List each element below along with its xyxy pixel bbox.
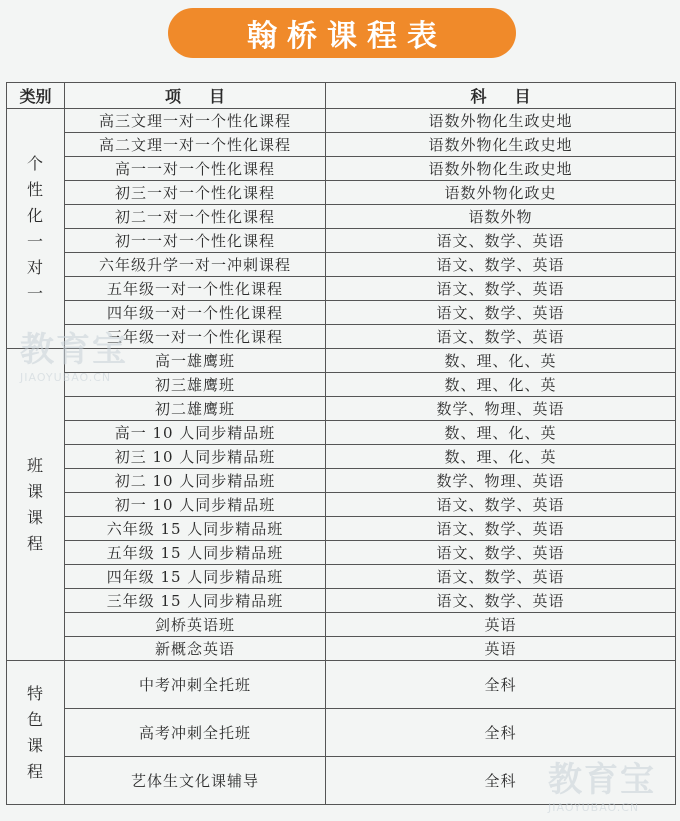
item-cell: 剑桥英语班 — [65, 613, 326, 637]
table-row — [7, 133, 676, 157]
course-table — [6, 82, 676, 805]
table-row — [7, 445, 676, 469]
category-label: 班课课程 — [26, 455, 44, 553]
item-cell: 初二雄鹰班 — [65, 397, 326, 421]
item-cell: 初三雄鹰班 — [65, 373, 326, 397]
item-cell: 中考冲刺全托班 — [65, 661, 326, 709]
item-cell: 高一一对一个性化课程 — [65, 157, 326, 181]
item-cell: 高考冲刺全托班 — [65, 709, 326, 757]
item-cell: 初二 10 人同步精品班 — [65, 469, 326, 493]
item-cell: 初三 10 人同步精品班 — [65, 445, 326, 469]
subject-cell: 全科 — [326, 709, 676, 757]
subject-cell: 数、理、化、英 — [326, 445, 676, 469]
category-cell — [7, 661, 65, 805]
item-cell: 六年级升学一对一冲刺课程 — [65, 253, 326, 277]
subject-cell: 数学、物理、英语 — [326, 397, 676, 421]
item-cell: 高一 10 人同步精品班 — [65, 421, 326, 445]
table-header-row — [7, 83, 676, 109]
table-row — [7, 181, 676, 205]
subject-cell: 数学、物理、英语 — [326, 469, 676, 493]
subject-cell: 语文、数学、英语 — [326, 229, 676, 253]
category-cell — [7, 109, 65, 349]
subject-cell: 语数外物化生政史地 — [326, 133, 676, 157]
item-cell: 四年级 15 人同步精品班 — [65, 565, 326, 589]
subject-cell: 语文、数学、英语 — [326, 301, 676, 325]
item-cell: 初一一对一个性化课程 — [65, 229, 326, 253]
item-cell: 五年级一对一个性化课程 — [65, 277, 326, 301]
subject-cell: 全科 — [326, 757, 676, 805]
table-row — [7, 301, 676, 325]
item-cell: 初一 10 人同步精品班 — [65, 493, 326, 517]
subject-cell: 语文、数学、英语 — [326, 565, 676, 589]
table-row — [7, 349, 676, 373]
table-row — [7, 397, 676, 421]
category-label: 特色课程 — [26, 683, 44, 781]
subject-cell: 数、理、化、英 — [326, 421, 676, 445]
page-title: 翰桥课程表 — [247, 19, 447, 54]
subject-cell: 语文、数学、英语 — [326, 541, 676, 565]
table-row — [7, 277, 676, 301]
subject-cell: 语文、数学、英语 — [326, 325, 676, 349]
subject-cell: 语文、数学、英语 — [326, 589, 676, 613]
subject-cell: 英语 — [326, 637, 676, 661]
table-row — [7, 157, 676, 181]
item-cell: 六年级 15 人同步精品班 — [65, 517, 326, 541]
category-cell — [7, 349, 65, 661]
header-subject: 科目 — [326, 83, 676, 109]
item-cell: 五年级 15 人同步精品班 — [65, 541, 326, 565]
header-category: 类别 — [7, 83, 65, 109]
table-row — [7, 541, 676, 565]
subject-cell: 语文、数学、英语 — [326, 517, 676, 541]
table-row — [7, 517, 676, 541]
subject-cell: 数、理、化、英 — [326, 373, 676, 397]
table-row — [7, 565, 676, 589]
subject-cell: 语文、数学、英语 — [326, 277, 676, 301]
header-item: 项目 — [65, 83, 326, 109]
category-label: 个性化一对一 — [26, 153, 44, 303]
table-row — [7, 325, 676, 349]
table-row — [7, 253, 676, 277]
subject-cell: 语数外物化政史 — [326, 181, 676, 205]
item-cell: 三年级一对一个性化课程 — [65, 325, 326, 349]
subject-cell: 全科 — [326, 661, 676, 709]
table-row — [7, 637, 676, 661]
subject-cell: 语数外物 — [326, 205, 676, 229]
item-cell: 高二文理一对一个性化课程 — [65, 133, 326, 157]
table-row — [7, 373, 676, 397]
item-cell: 高三文理一对一个性化课程 — [65, 109, 326, 133]
item-cell: 高一雄鹰班 — [65, 349, 326, 373]
item-cell: 初二一对一个性化课程 — [65, 205, 326, 229]
table-row — [7, 613, 676, 637]
table-row — [7, 661, 676, 709]
title-banner — [168, 8, 516, 58]
table-body — [7, 109, 676, 805]
table-row — [7, 205, 676, 229]
subject-cell: 语数外物化生政史地 — [326, 157, 676, 181]
table-row — [7, 229, 676, 253]
subject-cell: 英语 — [326, 613, 676, 637]
subject-cell: 语文、数学、英语 — [326, 253, 676, 277]
subject-cell: 数、理、化、英 — [326, 349, 676, 373]
table-row — [7, 757, 676, 805]
subject-cell: 语数外物化生政史地 — [326, 109, 676, 133]
item-cell: 三年级 15 人同步精品班 — [65, 589, 326, 613]
table-row — [7, 109, 676, 133]
table-row — [7, 421, 676, 445]
table-row — [7, 469, 676, 493]
watermark-logo-text: 教育宝 — [20, 330, 128, 370]
watermark-logo-text: 教育宝 — [548, 760, 656, 800]
subject-cell: 语文、数学、英语 — [326, 493, 676, 517]
item-cell: 艺体生文化课辅导 — [65, 757, 326, 805]
item-cell: 新概念英语 — [65, 637, 326, 661]
table-row — [7, 709, 676, 757]
item-cell: 四年级一对一个性化课程 — [65, 301, 326, 325]
watermark-url: JIAOYUBAO.CN — [548, 801, 640, 814]
watermark-url: JIAOYUBAO.CN — [20, 371, 112, 384]
item-cell: 初三一对一个性化课程 — [65, 181, 326, 205]
table-row — [7, 493, 676, 517]
table-row — [7, 589, 676, 613]
